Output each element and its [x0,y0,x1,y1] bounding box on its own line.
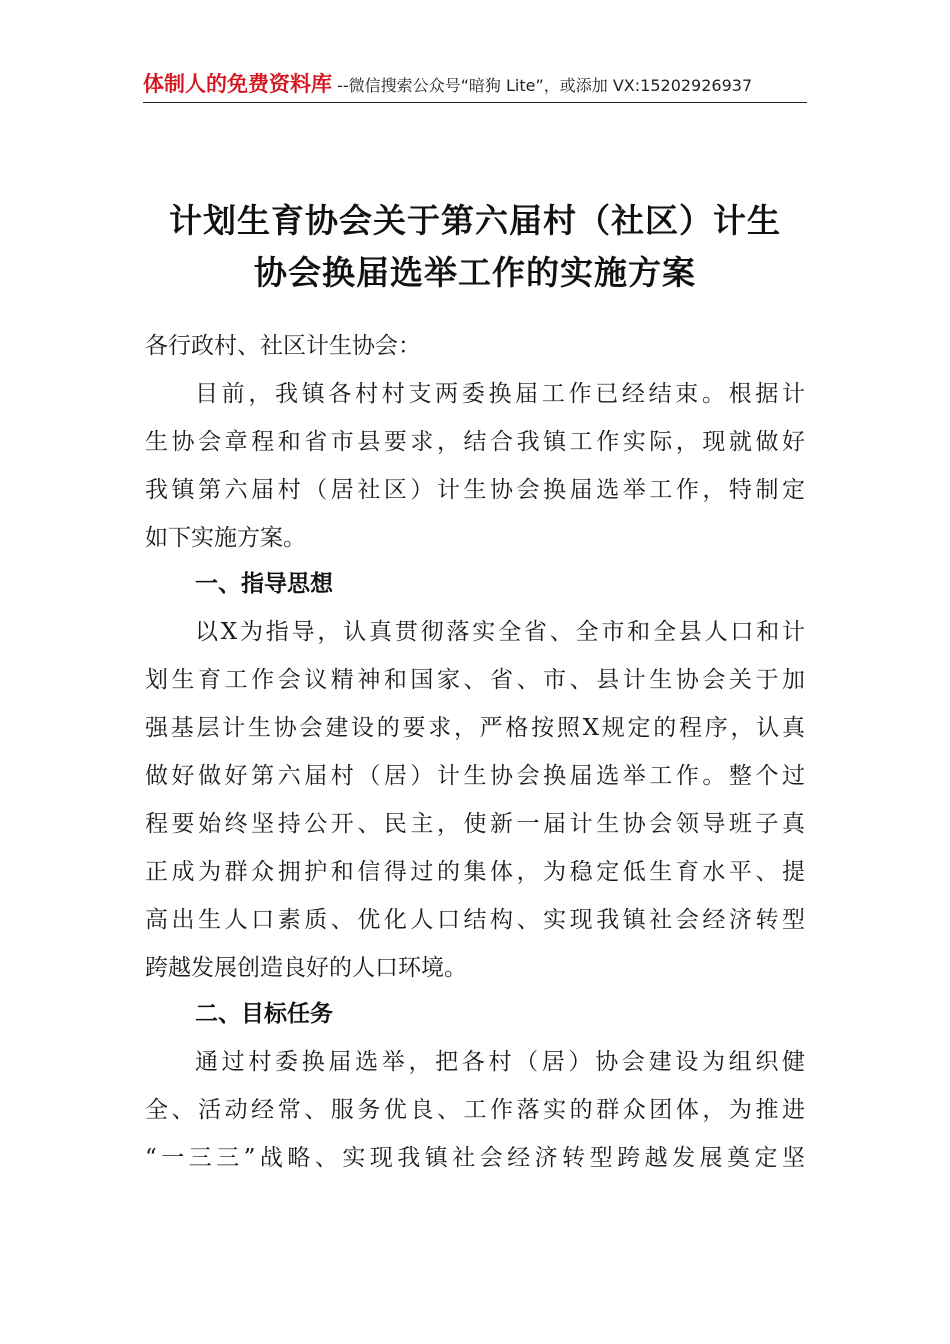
para3-line: 全、活动经常、服务优良、工作落实的群众团体，为推进 [145,1097,805,1123]
para2-line: 划生育工作会议精神和国家、省、市、县计生协会关于加 [145,667,805,693]
para2-line: 正成为群众拥护和信得过的集体，为稳定低生育水平、提 [145,859,805,885]
document-title [100,195,850,299]
header-brand: 体制人的免费资料库 [143,72,332,96]
para2-line: 程要始终坚持公开、民主，使新一届计生协会领导班子真 [145,811,805,837]
para1-line: 如下实施方案。 [145,525,306,551]
title-line-2: 协会换届选举工作的实施方案 [254,253,696,292]
para2-line: 高出生人口素质、优化人口结构、实现我镇社会经济转型 [145,907,805,933]
para2-line: 做好做好第六届村（居）计生协会换届选举工作。整个过 [145,763,805,789]
para1-line: 目前，我镇各村村支两委换届工作已经结束。根据计 [195,381,805,407]
para2-line: 以X为指导，认真贯彻落实全省、全市和全县人口和计 [195,619,805,645]
salutation: 各行政村、社区计生协会： [145,333,421,359]
title-line-1: 计划生育协会关于第六届村（社区）计生 [169,201,781,240]
para3-line: “一三三”战略、实现我镇社会经济转型跨越发展奠定坚 [145,1145,805,1171]
section-heading-2: 二、目标任务 [195,1001,333,1027]
para1-line: 生协会章程和省市县要求，结合我镇工作实际，现就做好 [145,429,805,455]
section-heading-1: 一、指导思想 [195,571,333,597]
para3-line: 通过村委换届选举，把各村（居）协会建设为组织健 [195,1049,805,1075]
para2-line: 强基层计生协会建设的要求，严格按照X规定的程序，认真 [145,715,805,741]
para1-line: 我镇第六届村（居社区）计生协会换届选举工作，特制定 [145,477,805,503]
page-header [143,70,807,103]
header-subtitle: --微信搜索公众号“暗狗 Lite”，或添加 VX:15202926937 [332,76,753,95]
para2-line: 跨越发展创造良好的人口环境。 [145,955,467,981]
